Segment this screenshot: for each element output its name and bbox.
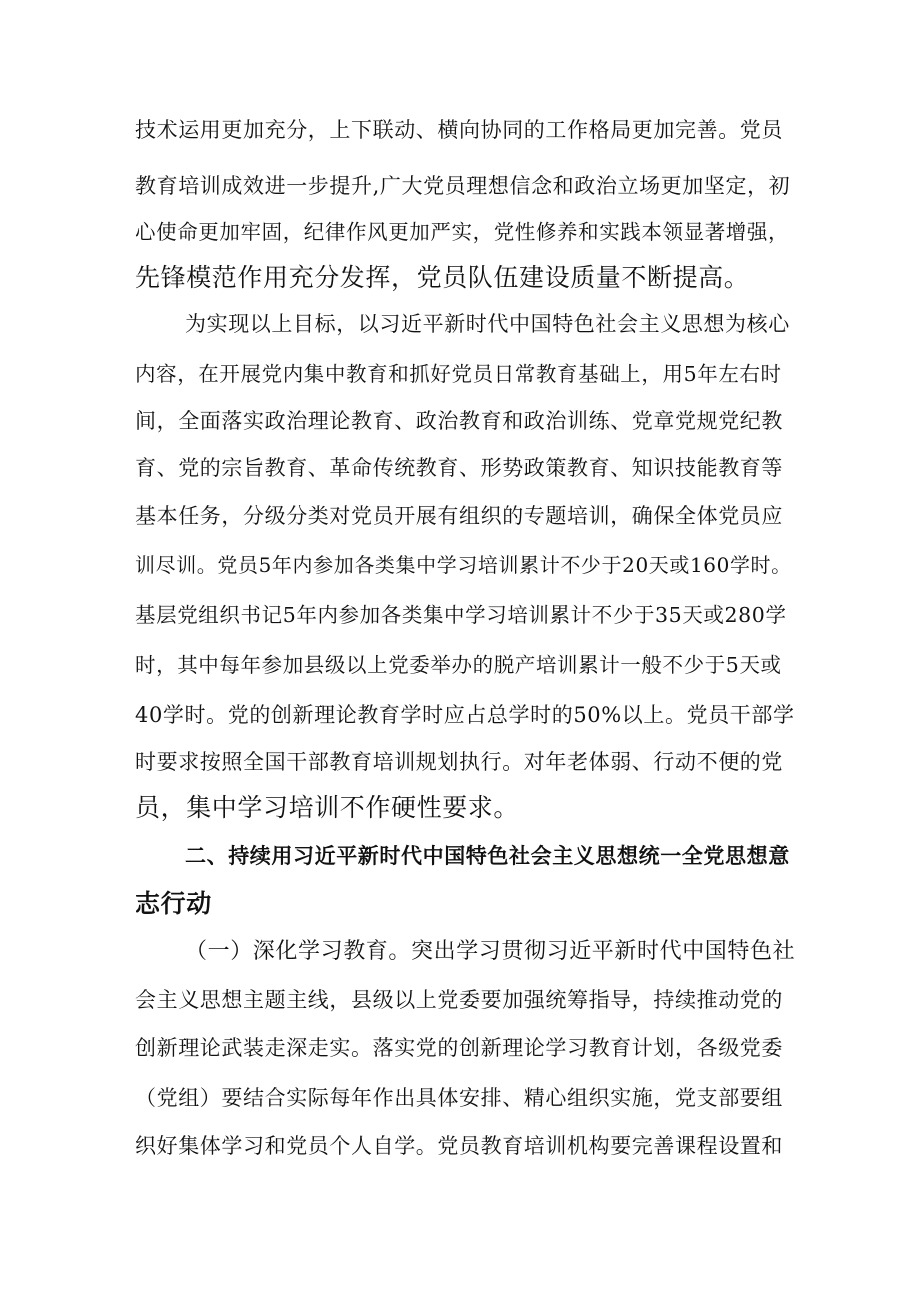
paragraph-2-line-9: 40学时。党的创新理论教育学时应占总学时的50%以上。党员干部学 — [135, 703, 795, 727]
section-heading-line-2: 志行动 — [135, 889, 212, 918]
paragraph-1-line-4: 先锋模范作用充分发挥，党员队伍建设质量不断提高。 — [135, 263, 750, 292]
paragraph-2-line-4: 育、党的宗旨教育、革命传统教育、形势政策教育、知识技能教育等 — [135, 456, 783, 480]
paragraph-2-line-2: 内容，在开展党内集中教育和抓好党员日常教育基础上，用5年左右时 — [135, 362, 782, 386]
paragraph-3-line-2: 会主义思想主题主线，县级以上党委要加强统筹指导，持续推动党的 — [135, 988, 783, 1012]
paragraph-2-line-11: 员，集中学习培训不作硬性要求。 — [135, 793, 520, 822]
paragraph-3-line-1: （一）深化学习教育。突出学习贯彻习近平新时代中国特色社 — [185, 939, 796, 964]
paragraph-2-line-8: 时，其中每年参加县级以上党委举办的脱产培训累计一般不少于5天或 — [135, 653, 782, 677]
paragraph-2-line-7: 基层党组织书记5年内参加各类集中学习培训累计不少于35天或280学 — [135, 603, 787, 627]
paragraph-1-line-1: 技术运用更加充分，上下联动、横向协同的工作格局更加完善。党员 — [135, 118, 783, 142]
paragraph-3-line-5: 织好集体学习和党员个人自学。党员教育培训机构要完善课程设置和 — [135, 1134, 783, 1158]
paragraph-2-line-10: 时要求按照全国干部教育培训规划执行。对年老体弱、行动不便的党 — [135, 750, 783, 774]
paragraph-3-line-3: 创新理论武装走深走实。落实党的创新理论学习教育计划，各级党委 — [135, 1036, 783, 1060]
paragraph-2-line-6: 训尽训。党员5年内参加各类集中学习培训累计不少于20天或160学时。 — [135, 553, 792, 577]
paragraph-2-line-3: 间，全面落实政治理论教育、政治教育和政治训练、党章党规党纪教 — [135, 409, 783, 433]
paragraph-1-line-2: 教育培训成效进一步提升,广大党员理想信念和政治立场更加坚定，初 — [135, 174, 791, 198]
paragraph-2-line-1: 为实现以上目标，以习近平新时代中国特色社会主义思想为核心 — [185, 312, 790, 336]
paragraph-2-line-5: 基本任务，分级分类对党员开展有组织的专题培训，确保全体党员应 — [135, 504, 783, 528]
section-heading-line-1: 二、持续用习近平新时代中国特色社会主义思想统一全党思想意 — [185, 843, 790, 868]
paragraph-3-line-4: （党组）要结合实际每年作出具体安排、精心组织实施，党支部要组 — [135, 1086, 783, 1110]
paragraph-1-line-3: 心使命更加牢固，纪律作风更加严实，党性修养和实践本领显著增强， — [135, 220, 790, 244]
